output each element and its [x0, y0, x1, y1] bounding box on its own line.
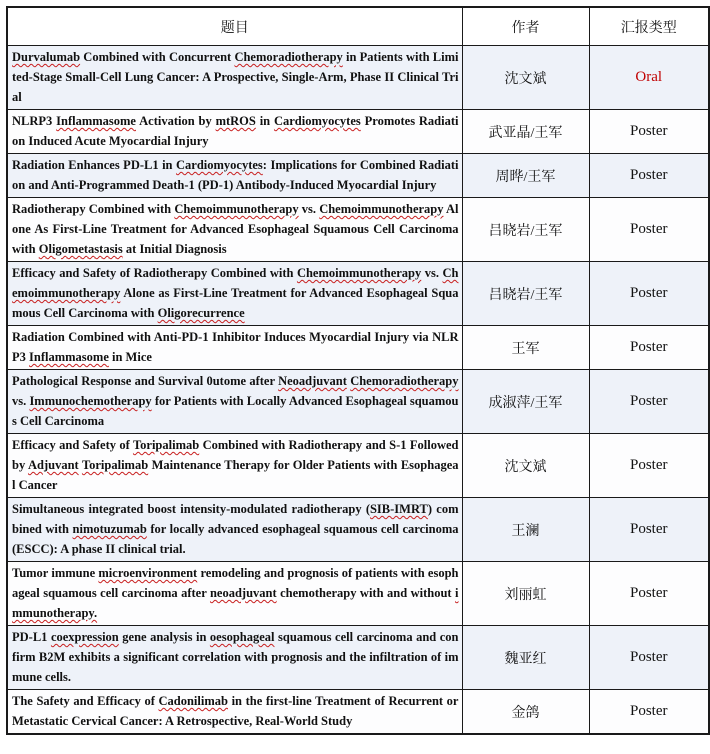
- title-text: Radiation Combined with Anti-PD-1 Inhibitor Induces Myocardial Injury via NLRP3: [12, 330, 459, 364]
- paper-title-cell: [7, 626, 462, 690]
- title-text: Radiotherapy Combined with: [12, 202, 175, 216]
- title-text: in Patients with Limited-Stage Small-Cell Lung Cancer: A Prospective, Single-Arm, Phase II Clinical Trial: [12, 50, 459, 104]
- spellcheck-squiggle: oesophageal: [209, 630, 275, 644]
- table-row: [7, 370, 709, 434]
- spellcheck-squiggle: microenvironment: [98, 566, 198, 580]
- table-row: [7, 562, 709, 626]
- spellcheck-squiggle: Oligorecurrence: [157, 306, 245, 320]
- spellcheck-squiggle: Chemoimmunotherapy: [319, 202, 444, 216]
- spellcheck-squiggle: Cardiomyocytes: [176, 158, 263, 172]
- paper-title-cell: [7, 262, 462, 326]
- table-row: [7, 154, 709, 198]
- title-text: Alone As First-Line Treatment for Advanced Esophageal Squamous Cell Carcinoma with: [12, 202, 459, 256]
- report-type-cell: Poster: [589, 370, 709, 434]
- table-row: [7, 626, 709, 690]
- title-text: Pathological Response and Survival 0utome after: [12, 374, 279, 388]
- title-text: Alone as First-Line Treatment for Advanced Esophageal Squamous Cell Carcinoma with: [12, 286, 459, 320]
- title-text: Efficacy and Safety of: [12, 438, 133, 452]
- spellcheck-squiggle: Chemoimmunotherapy: [174, 202, 299, 216]
- table-row: [7, 690, 709, 735]
- author-cell: 武亚晶/王军: [462, 110, 589, 154]
- title-text: vs.: [12, 394, 30, 408]
- spellcheck-squiggle: Inflammasome: [56, 114, 136, 128]
- paper-title-cell: [7, 370, 462, 434]
- paper-title-cell: [7, 562, 462, 626]
- spellcheck-squiggle: Chemoradiotherapy: [350, 374, 459, 388]
- title-text: NLRP3: [12, 114, 57, 128]
- title-text: for locally advanced esophageal squamous cell carcinoma (ESCC): A phase II clinical trial.: [12, 522, 459, 556]
- report-type-cell: Oral: [589, 46, 709, 110]
- spellcheck-squiggle: SIB-IMRT: [369, 502, 428, 516]
- title-text: Combined with Radiotherapy and S-1 Followed by: [12, 438, 459, 472]
- report-type-cell: Poster: [589, 562, 709, 626]
- author-cell: 魏亚红: [462, 626, 589, 690]
- title-text: Activation by: [135, 114, 216, 128]
- title-text: Combined with Concurrent: [80, 50, 235, 64]
- author-cell: 王军: [462, 326, 589, 370]
- title-text: for Patients with Locally Advanced Esophageal squamous Cell Carcinoma: [12, 394, 459, 428]
- author-cell: 沈文斌: [462, 434, 589, 498]
- paper-title-cell: [7, 46, 462, 110]
- report-type-cell: Poster: [589, 198, 709, 262]
- spellcheck-squiggle: Inflammasome: [29, 350, 109, 364]
- spellcheck-squiggle: Chemoimmunotherapy: [296, 266, 422, 280]
- title-text: Maintenance Therapy for Older Patients with Esophageal Cancer: [12, 458, 459, 492]
- author-cell: 金鸽: [462, 690, 589, 735]
- title-text: : Implications for Combined Radiation and Anti-Programmed Death-1 (PD-1) Antibody-Induced Myocardial Injury: [12, 158, 459, 192]
- report-type-cell: Poster: [589, 326, 709, 370]
- report-type-cell: Poster: [589, 690, 709, 735]
- table-row: [7, 434, 709, 498]
- table-header-row: [7, 7, 709, 46]
- table-row: [7, 498, 709, 562]
- paper-title-cell: [7, 198, 462, 262]
- author-cell: 吕晓岩/王军: [462, 198, 589, 262]
- title-text: ) combined with: [12, 502, 459, 536]
- title-text: Efficacy and Safety of Radiotherapy Combined with: [12, 266, 297, 280]
- title-text: chemotherapy with and without: [276, 586, 456, 600]
- spellcheck-squiggle: Immunochemotherapy: [29, 394, 152, 408]
- title-text: Tumor immune: [12, 566, 99, 580]
- author-cell: 王澜: [462, 498, 589, 562]
- table-row: [7, 262, 709, 326]
- spellcheck-squiggle: Chemoradiotherapy: [234, 50, 343, 64]
- author-cell: 刘丽虹: [462, 562, 589, 626]
- title-text: vs.: [421, 266, 443, 280]
- paper-title-cell: [7, 154, 462, 198]
- column-header-type: 汇报类型: [589, 7, 709, 46]
- author-cell: 吕晓岩/王军: [462, 262, 589, 326]
- title-text: in: [255, 114, 274, 128]
- title-text: remodeling and prognosis of patients with esophageal squamous cell carcinoma after: [12, 566, 459, 600]
- column-header-title: 题目: [7, 7, 462, 46]
- table-row: [7, 46, 709, 110]
- title-text: vs.: [298, 202, 320, 216]
- title-text: Promotes Radiation Induced Acute Myocardial Injury: [12, 114, 459, 148]
- paper-title-cell: [7, 690, 462, 735]
- spellcheck-squiggle: Neoadjuvant: [278, 374, 347, 388]
- spellcheck-squiggle: Cadonilimab: [158, 694, 228, 708]
- report-type-cell: Poster: [589, 626, 709, 690]
- table-row: [7, 110, 709, 154]
- spellcheck-squiggle: neoadjuvant: [209, 586, 277, 600]
- spellcheck-squiggle: Durvalumab: [12, 50, 81, 64]
- title-text: Radiation Enhances PD-L1 in: [12, 158, 176, 172]
- title-text: gene analysis in: [118, 630, 210, 644]
- table-row: [7, 198, 709, 262]
- paper-title-cell: [7, 326, 462, 370]
- author-cell: 沈文斌: [462, 46, 589, 110]
- author-cell: 周晔/王军: [462, 154, 589, 198]
- spellcheck-squiggle: Cardiomyocytes: [273, 114, 361, 128]
- column-header-author: 作者: [462, 7, 589, 46]
- report-type-cell: Poster: [589, 434, 709, 498]
- spellcheck-squiggle: coexpression: [50, 630, 119, 644]
- title-text: PD-L1: [12, 630, 51, 644]
- spellcheck-squiggle: Chemoimmunotherapy: [12, 266, 459, 300]
- program-table: [6, 6, 710, 735]
- table-row: [7, 326, 709, 370]
- spellcheck-squiggle: immunotherapy.: [12, 586, 459, 620]
- report-type-cell: Poster: [589, 498, 709, 562]
- paper-title-cell: [7, 434, 462, 498]
- report-type-cell: Poster: [589, 154, 709, 198]
- spellcheck-squiggle: nimotuzumab: [72, 522, 147, 536]
- report-type-cell: Poster: [589, 110, 709, 154]
- title-text: in the first-line Treatment of Recurrent or Metastatic Cervical Cancer: A Retrospective, Real-World Study: [12, 694, 459, 728]
- spellcheck-squiggle: Oligometastasis: [38, 242, 123, 256]
- title-text: squamous cell carcinoma and confirm B2M exhibits a significant correlation with prognosis and the infiltration of immune cells.: [12, 630, 459, 684]
- report-table-body: [7, 46, 709, 735]
- title-text: at Initial Diagnosis: [122, 242, 227, 256]
- spellcheck-squiggle: Toripalimab: [132, 438, 200, 452]
- spellcheck-squiggle: mtROS: [215, 114, 256, 128]
- report-type-cell: Poster: [589, 262, 709, 326]
- title-text: The Safety and Efficacy of: [12, 694, 159, 708]
- paper-title-cell: [7, 498, 462, 562]
- paper-title-cell: [7, 110, 462, 154]
- title-text: in Mice: [108, 350, 152, 364]
- spellcheck-squiggle: Adjuvant: [27, 458, 79, 472]
- spellcheck-squiggle: Toripalimab: [81, 458, 149, 472]
- title-text: Simultaneous integrated boost intensity-modulated radiotherapy (: [12, 502, 370, 516]
- author-cell: 成淑萍/王军: [462, 370, 589, 434]
